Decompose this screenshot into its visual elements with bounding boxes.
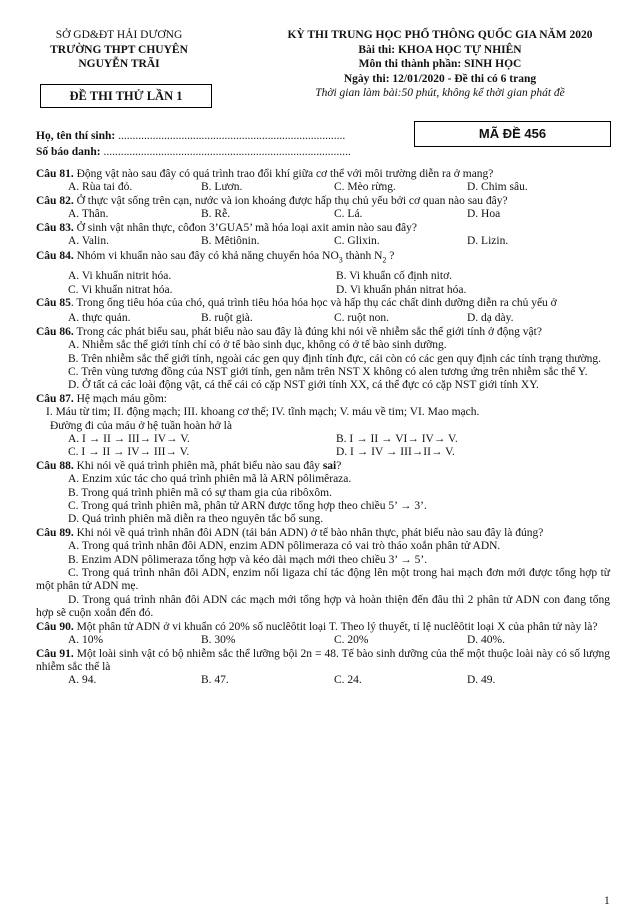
student-id-label: Số báo danh: <box>36 146 101 158</box>
question-text: ? <box>386 250 395 263</box>
question-text: Ở sinh vật nhân thực, côđon 3’GUA5’ mã hóa loại axit amin nào sau đây? <box>76 221 417 234</box>
option: A. 94. <box>68 674 97 687</box>
option: A. 10% <box>68 634 104 647</box>
option: A. Thân. <box>68 208 109 221</box>
options-row <box>36 208 610 221</box>
option: B. Mêtiônin. <box>201 235 260 248</box>
option: D. Vi khuẩn phản nitrat hóa. <box>336 283 467 296</box>
option: D. 40%. <box>467 634 506 647</box>
option: C. Trong quá trình nhân đôi ADN, enzim nối ligaza chỉ tác động lên một trong hai mạch đơn mới được tổng hợp từ một phân tử ADN mẹ. <box>36 567 610 593</box>
option: C. ruột non. <box>334 312 389 325</box>
option: B. Trong quá trình phiên mã có sự tham gia của ribôxôm. <box>68 486 332 499</box>
school-name-line2: NGUYỄN TRÃI <box>78 58 160 70</box>
question <box>36 250 610 267</box>
option: C. Trên vùng tương đồng của NST giới tính, gen nằm trên NST X không có alen tương ứng trên nhiễm sắc thể Y. <box>68 365 588 378</box>
option: B. Vi khuẩn cố định nitơ. <box>336 270 453 283</box>
question-text: Khi nói về quá trình nhân đôi ADN (tái bản ADN) ở tế bào nhân thực, phát biểu nào sau đây là đúng? <box>76 526 544 539</box>
options-row <box>36 312 610 325</box>
option: D. 49. <box>467 674 496 687</box>
question <box>36 460 610 473</box>
question-text: Trong các phát biểu sau, phát biểu nào sau đây là đúng khi nói về nhiễm sắc thể giới tính ở động vật? <box>76 325 542 338</box>
student-name-dots: ............................................................................... <box>118 130 346 142</box>
question-text: Hệ mạch máu gồm: <box>76 392 167 405</box>
option: B. Enzim ADN pôlimeraza tổng hợp và kéo dài mạch mới theo chiều 3’ → 5’. <box>68 553 428 566</box>
option: A. thực quản. <box>68 312 131 325</box>
question-text: thành N <box>342 250 383 263</box>
question-list: I. Máu từ tim; II. động mạch; III. khoang cơ thể; IV. tĩnh mạch; V. máu về tim; VI. Mao mạch. <box>46 406 480 419</box>
question-number: Câu 88. <box>36 459 74 472</box>
option: B. 47. <box>201 674 229 687</box>
question <box>36 195 610 208</box>
option: B. Rễ. <box>201 208 231 221</box>
time-line: Thời gian làm bài:50 phút, không kể thời gian phát đề <box>315 87 565 99</box>
student-id-dots: ...................................................................................... <box>103 146 351 158</box>
option: C. Vi khuẩn nitrat hóa. <box>68 283 173 296</box>
option: C. Mèo rừng. <box>334 181 396 194</box>
question <box>36 393 610 406</box>
options-row <box>36 270 610 283</box>
option: D. Hoa <box>467 208 501 221</box>
page-number: 1 <box>604 895 610 907</box>
question-text: . Trong ống tiêu hóa của chó, quá trình tiêu hóa hóa học và hấp thụ các chất dinh dưỡng diễn ra chủ yếu ở <box>70 296 557 309</box>
exam-code-box: MÃ ĐỀ 456 <box>414 121 611 147</box>
option: B. Lươn. <box>201 181 243 194</box>
option: A. I → II → III→ IV→ V. <box>68 433 190 446</box>
options-row <box>36 181 610 194</box>
option: A. Rùa tai đỏ. <box>68 181 133 194</box>
questions <box>36 168 610 688</box>
student-id-row <box>36 146 351 158</box>
subject-line: Bài thi: KHOA HỌC TỰ NHIÊN <box>358 43 522 56</box>
date-line: Ngày thi: 12/01/2020 - Đề thi có 6 trang <box>343 72 537 85</box>
question-number: Câu 81. <box>36 168 74 180</box>
option: C. I → II → IV→ III→ V. <box>68 446 190 459</box>
question-number: Câu 89. <box>36 526 74 539</box>
option: C. 20% <box>334 634 369 647</box>
question-number: Câu 82. <box>36 194 74 207</box>
option: C. Lá. <box>334 208 363 221</box>
option: D. dạ dày. <box>467 312 514 325</box>
question-number: Câu 87. <box>36 392 74 405</box>
subscript: 2 <box>382 255 387 265</box>
question-text: Một phân tử ADN ở vi khuẩn có 20% số nuclêôtit loại T. Theo lý thuyết, tỉ lệ nuclêôtit loại X của phân tử này là? <box>76 620 598 633</box>
options-row <box>36 634 610 647</box>
options-row <box>36 235 610 248</box>
options-row <box>36 284 610 297</box>
option: B. Trên nhiễm sắc thể giới tính, ngoài các gen quy định tính đực, cái còn có các gen quy định các tính trạng thường. <box>68 352 602 365</box>
question-number: Câu 91. <box>36 647 74 660</box>
question-number: Câu 90. <box>36 620 74 633</box>
options-row <box>36 674 610 687</box>
option: D. Quá trình phiên mã diễn ra theo nguyên tắc bổ sung. <box>68 513 324 526</box>
question <box>36 168 610 181</box>
question-keyword: sai <box>322 459 337 472</box>
dept-name: SỞ GD&ĐT HẢI DƯƠNG <box>55 29 183 41</box>
question-text: Khi nói về quá trình phiên mã, phát biểu nào sau đây <box>76 459 323 472</box>
question-number: Câu 85 <box>36 296 71 309</box>
header-right <box>250 28 630 101</box>
question-number: Câu 84. <box>36 250 74 263</box>
option: A. Trong quá trình nhân đôi ADN, enzim ADN pôlimeraza có vai trò tháo xoắn phân tử ADN. <box>68 540 501 553</box>
option: C. Trong quá trình phiên mã, phân tử ARN được tổng hợp theo chiều 5’ → 3’. <box>68 500 427 513</box>
option: A. Valin. <box>68 235 109 248</box>
option: B. 30% <box>201 634 236 647</box>
question-text: Động vật nào sau đây có quá trình trao đổi khí giữa cơ thể với môi trường diễn ra ở mang? <box>76 168 494 180</box>
question-text: Ở thực vật sống trên cạn, nước và ion khoáng được hấp thụ chủ yếu bởi cơ quan nào sau đây? <box>76 194 508 207</box>
school-name-line1: TRƯỜNG THPT CHUYÊN <box>50 43 188 56</box>
question <box>36 621 610 634</box>
subscript: 3 <box>338 255 343 265</box>
exam-type-box: ĐỀ THI THỬ LẦN 1 <box>40 84 212 108</box>
option: B. ruột già. <box>201 312 253 325</box>
question <box>36 326 610 339</box>
question-text: ? <box>336 459 342 472</box>
question-text: Nhóm vi khuẩn nào sau đây có khả năng chuyển hóa NO <box>76 250 339 263</box>
options-row <box>36 446 610 459</box>
option: B. I → II → VI→ IV→ V. <box>336 433 458 446</box>
question <box>36 297 610 310</box>
option: C. Glixin. <box>334 235 380 248</box>
option: A. Nhiễm sắc thể giới tính chỉ có ở tế bào sinh dục, không có ở tế bào sinh dưỡng. <box>68 339 447 352</box>
option: A. Vi khuẩn nitrit hóa. <box>68 270 172 283</box>
student-name-label: Họ, tên thí sinh: <box>36 130 116 142</box>
header-left <box>14 28 224 72</box>
option: D. Trong quá trình nhân đôi ADN các mạch mới tổng hợp và hoàn thiện đến đâu thì 2 phân tử ADN con đang tổng hợp sẽ cuộn xoắn đến đó. <box>36 593 610 620</box>
question-ask: Đường đi của máu ở hệ tuần hoàn hở là <box>50 419 232 432</box>
question-number: Câu 86. <box>36 325 74 338</box>
question-number: Câu 83. <box>36 221 74 234</box>
option: C. 24. <box>334 674 362 687</box>
student-name-row <box>36 130 345 142</box>
question-text: Một loài sinh vật có bộ nhiễm sắc thể lưỡng bội 2n = 48. Tế bào sinh dưỡng của thể một thuộc loài này có số lượng nhiễm sắc thể là <box>36 647 610 673</box>
option: D. Ở tất cả các loài động vật, cá thể cái có cặp NST giới tính XX, cá thể đực có cặp NST giới tính XY. <box>68 379 539 392</box>
question <box>36 222 610 235</box>
option: A. Enzim xúc tác cho quá trình phiên mã là ARN pôlimêraza. <box>68 473 352 486</box>
option: D. Chim sâu. <box>467 181 528 194</box>
options-row <box>36 433 610 446</box>
option: D. Lizin. <box>467 235 509 248</box>
component-line: Môn thi thành phần: SINH HỌC <box>358 58 522 70</box>
question <box>36 527 610 540</box>
option: D. I → IV → III→II→ V. <box>336 446 455 459</box>
question <box>36 648 610 675</box>
exam-title: KỲ THI TRUNG HỌC PHỔ THÔNG QUỐC GIA NĂM 2020 <box>287 29 593 41</box>
